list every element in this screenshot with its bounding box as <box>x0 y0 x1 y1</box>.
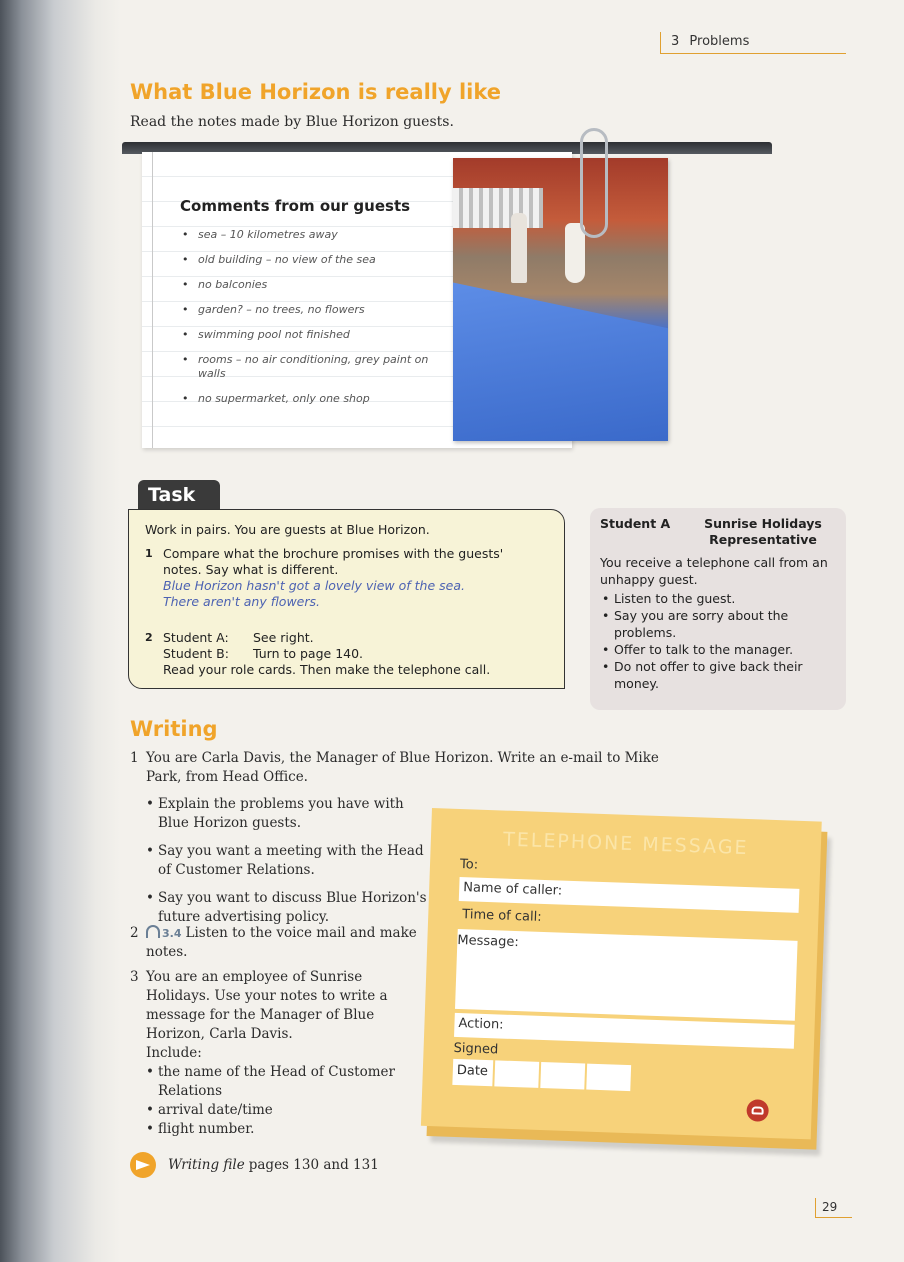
date-cell <box>540 1062 585 1090</box>
question-text: You are Carla Davis, the Manager of Blue Horizon. Write an e-mail to Mike Park, from Head Office. <box>146 750 659 785</box>
time-field: Time of call: <box>462 907 542 925</box>
question-number: 1 <box>130 750 139 766</box>
writing-file-reference <box>130 1152 379 1178</box>
role-label: Student A: <box>163 630 229 645</box>
arrow-right-icon <box>130 1152 156 1178</box>
pool-water <box>453 276 668 441</box>
note-item: • no supermarket, only one shop <box>182 392 442 406</box>
guest-notebook <box>122 142 772 450</box>
date-cell <box>586 1064 631 1092</box>
task-item-1 <box>145 546 545 610</box>
message-pad-title: TELEPHONE MESSAGE <box>502 828 749 860</box>
task-closing: Read your role cards. Then make the telephone call. <box>163 662 491 677</box>
bullet-item: • Say you want to discuss Blue Horizon's future advertising policy. <box>146 889 436 927</box>
note-item: • sea – 10 kilometres away <box>182 228 442 242</box>
question-text: You are an employee of Sunrise Holidays. Use your notes to write a message for the Manager of Blue Horizon, Carla Davis. <box>146 969 388 1042</box>
balustrade <box>453 188 543 228</box>
writing-title: Writing <box>130 717 218 741</box>
note-item: • no balconies <box>182 278 442 292</box>
role-value: Turn to page 140. <box>253 646 364 661</box>
role-card-item: • Offer to talk to the manager. <box>600 641 834 658</box>
task-box <box>128 509 565 689</box>
action-field: Action: <box>454 1013 795 1049</box>
paperclip-icon <box>580 128 608 238</box>
section-title: What Blue Horizon is really like <box>130 80 502 104</box>
section-intro: Read the notes made by Blue Horizon guests. <box>130 114 454 130</box>
include-label: Include: <box>146 1045 202 1061</box>
note-item: • garden? – no trees, no flowers <box>182 303 442 317</box>
role-card-student: Student A <box>600 516 671 531</box>
chapter-number: 3 <box>671 34 680 49</box>
writing-file-pages: pages 130 and 131 <box>248 1157 379 1173</box>
writing-question-1 <box>130 749 690 787</box>
notebook-margin <box>152 152 153 448</box>
guest-notes-list <box>182 228 442 417</box>
audio-track: 3.4 <box>162 927 182 940</box>
writing-question-3 <box>130 968 420 1139</box>
comments-title: Comments from our guests <box>180 197 411 215</box>
role-label: Student B: <box>163 646 229 661</box>
question-number: 3 <box>130 969 139 985</box>
example-sentence: Blue Horizon hasn't got a lovely view of the sea. <box>163 578 465 593</box>
bullet-item: • Say you want a meeting with the Head of Customer Relations. <box>146 842 436 880</box>
task-item-number: 2 <box>145 631 153 644</box>
role-card-item: • Say you are sorry about the problems. <box>600 607 834 641</box>
task-item-2 <box>145 630 545 678</box>
telephone-message-pad <box>420 808 836 1152</box>
note-item: • rooms – no air conditioning, grey paint on walls <box>182 353 442 381</box>
signed-label: Signed <box>453 1040 499 1058</box>
example-sentence: There aren't any flowers. <box>163 594 320 609</box>
bullet-item: • the name of the Head of Customer Relations <box>146 1063 420 1101</box>
task-item-number: 1 <box>145 547 153 560</box>
date-label: Date <box>452 1059 493 1086</box>
note-item: • swimming pool not finished <box>182 328 442 342</box>
hotel-pool-photo <box>453 158 668 441</box>
chapter-header <box>660 32 846 54</box>
page-number: 29 <box>815 1198 852 1218</box>
role-card-item: • Listen to the guest. <box>600 590 834 607</box>
bullet-item: • arrival date/time <box>146 1101 420 1120</box>
question-number: 2 <box>130 925 139 941</box>
to-label: To: <box>459 857 479 873</box>
student-a-role-card <box>590 508 846 710</box>
guest-figure <box>511 213 527 283</box>
writing-file-label: Writing file <box>168 1157 245 1173</box>
task-intro: Work in pairs. You are guests at Blue Horizon. <box>145 522 430 537</box>
note-item: • old building – no view of the sea <box>182 253 442 267</box>
task-tab: Task <box>138 480 220 512</box>
writing-q1-bullets <box>146 795 436 936</box>
role-card-intro: You receive a telephone call from an unhappy guest. <box>600 555 828 587</box>
role-card-item: • Do not offer to give back their money. <box>600 658 834 692</box>
role-card-list <box>600 590 834 692</box>
date-cell <box>494 1060 539 1088</box>
caller-field: Name of caller: <box>459 877 800 913</box>
bullet-item: • Explain the problems you have with Blue Horizon guests. <box>146 795 436 833</box>
role-value: See right. <box>253 630 314 645</box>
chapter-title: Problems <box>689 34 750 49</box>
headphones-icon <box>146 925 160 938</box>
role-card-role: Sunrise Holidays Representative <box>704 516 822 547</box>
role-assignments <box>163 630 545 678</box>
task-item-text: Compare what the brochure promises with the guests' notes. Say what is different. <box>163 546 504 577</box>
writing-question-2 <box>130 924 420 962</box>
question-text: Listen to the voice mail and make notes. <box>146 925 417 960</box>
bullet-item: • flight number. <box>146 1120 420 1139</box>
message-label: Message: <box>457 932 519 951</box>
